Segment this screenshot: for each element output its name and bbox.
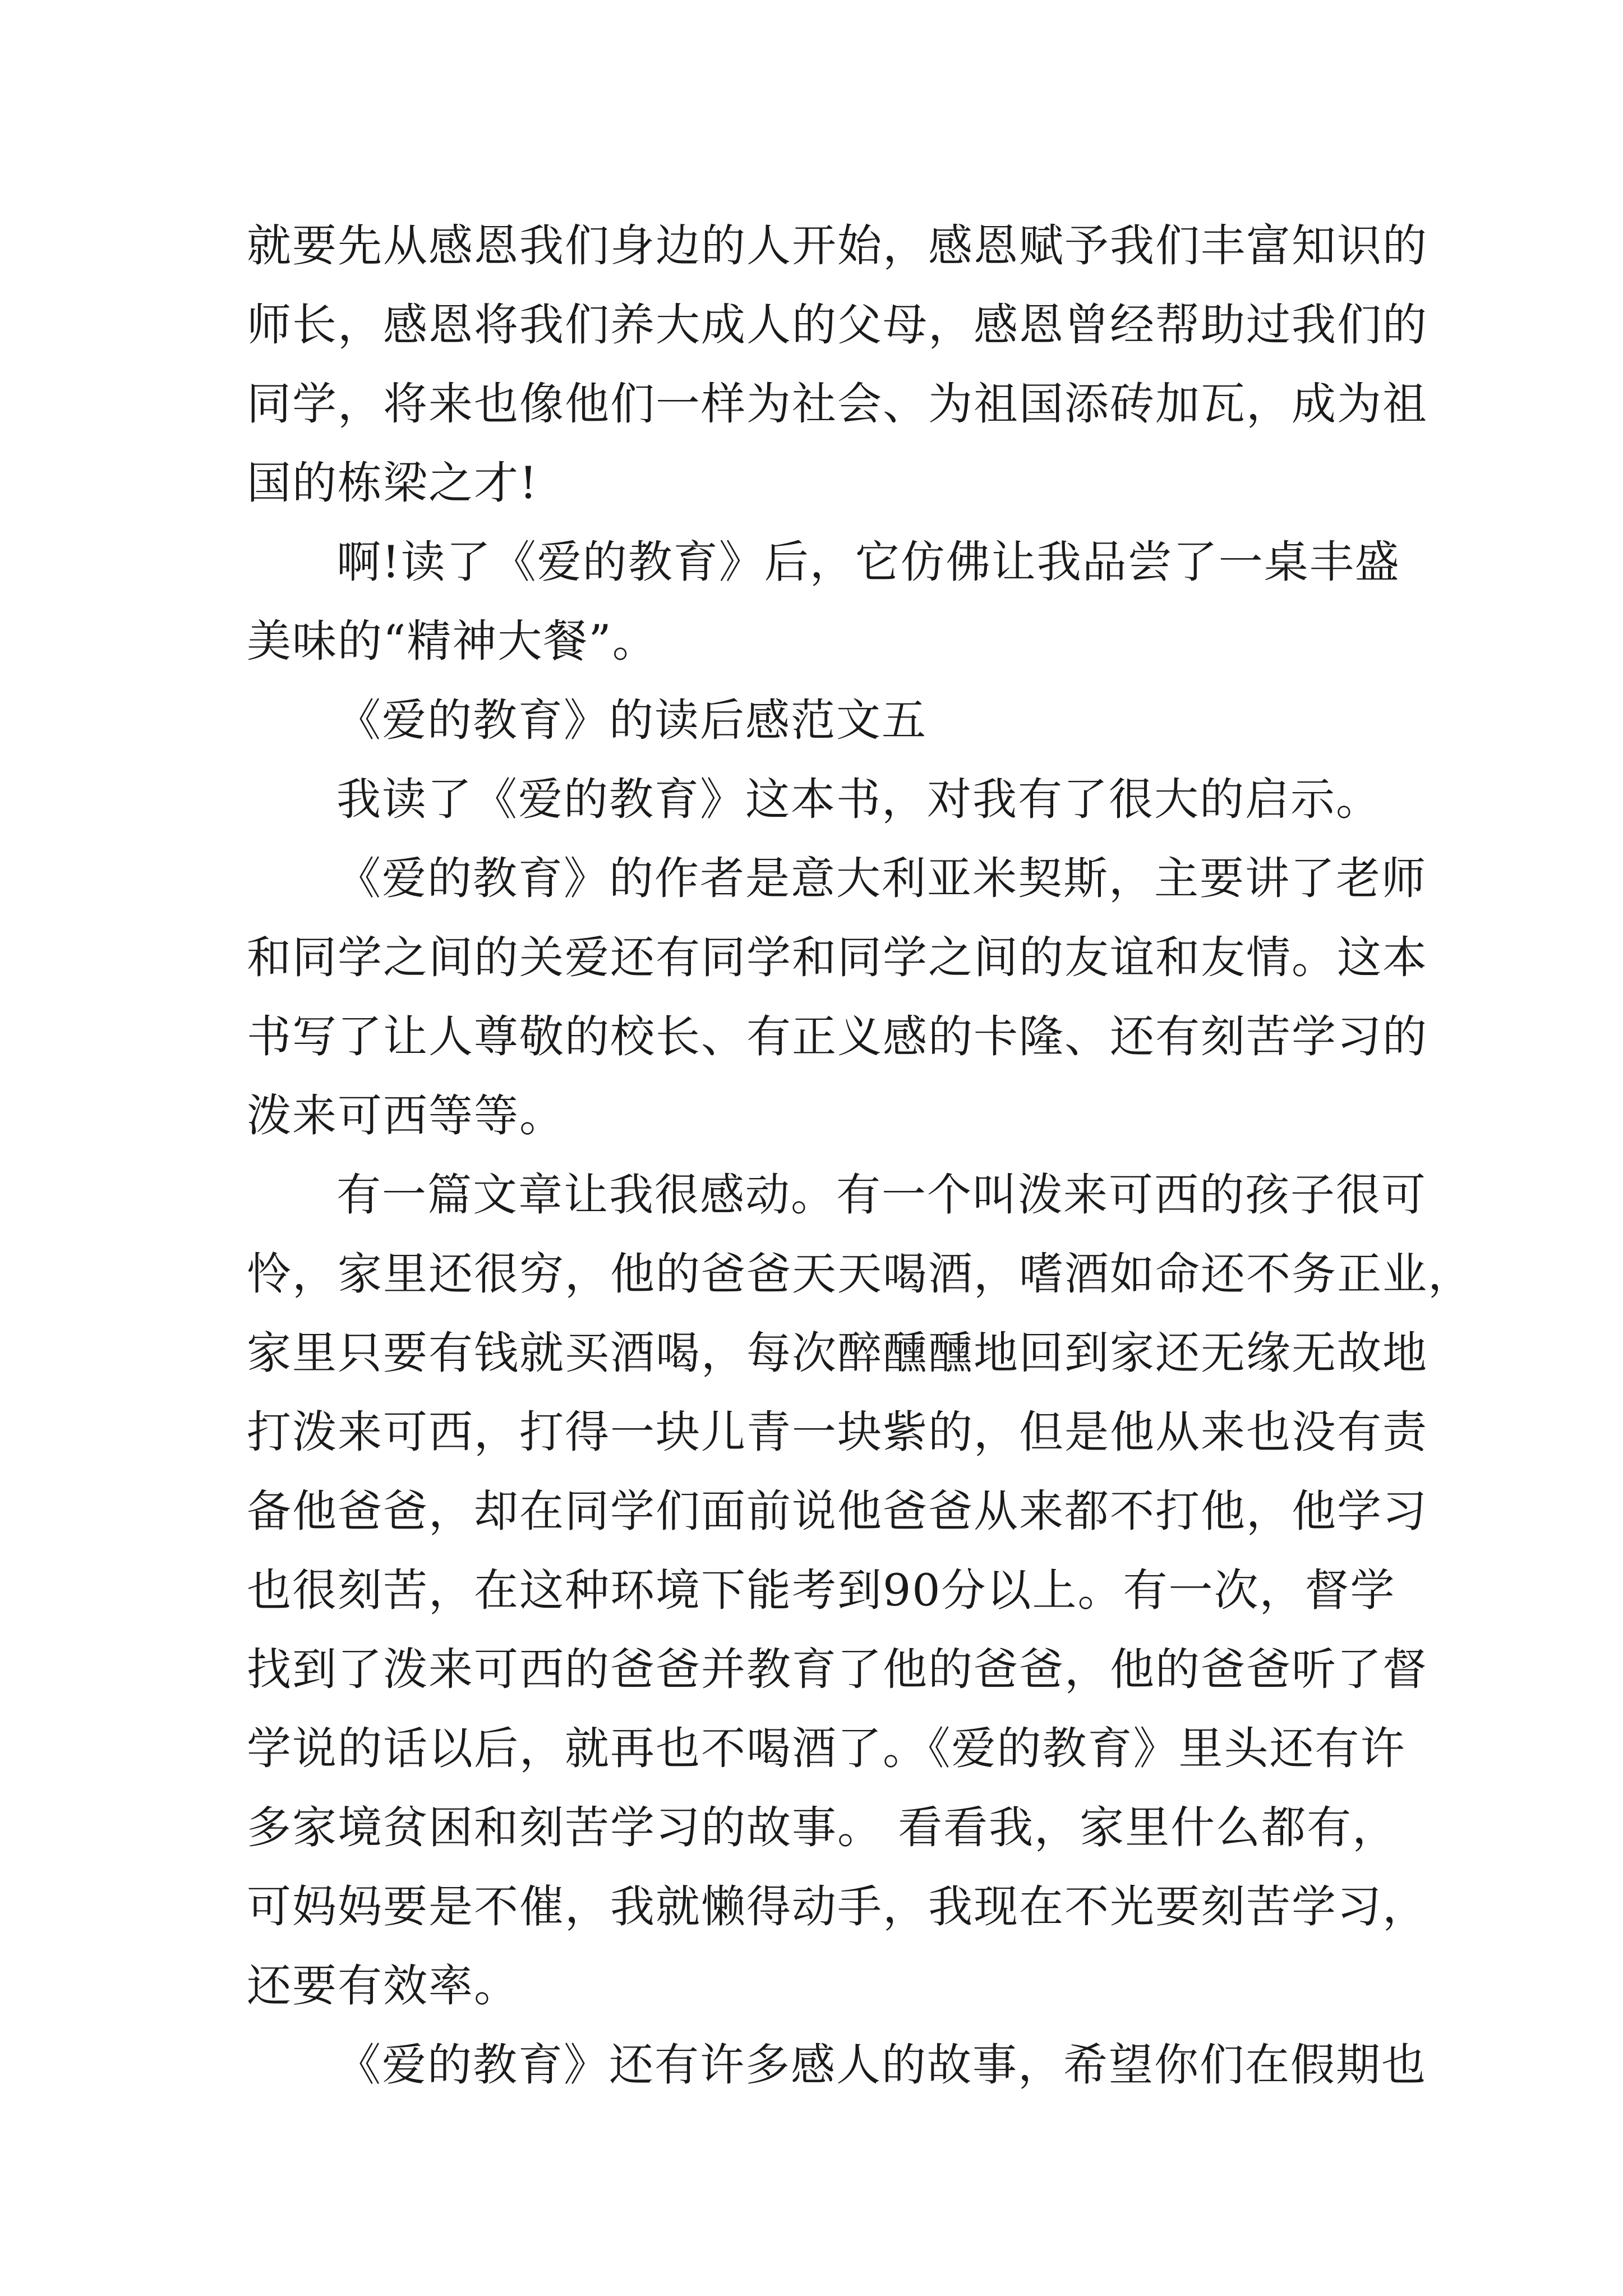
text-line: 就要先从感恩我们身边的人开始，感恩赋予我们丰富知识的 — [247, 220, 1428, 272]
text-line: 打泼来可西，打得一块儿青一块紫的，但是他从来也没有责 — [247, 1406, 1428, 1458]
paragraph-start-line: 有一篇文章让我很感动。有一个叫泼来可西的孩子很可 — [336, 1169, 1427, 1221]
text-line: 可妈妈要是不催，我就懒得动手，我现在不光要刻苦学习， — [247, 1881, 1428, 1932]
text-line: 怜，家里还很穷，他的爸爸天天喝酒，嗜酒如命还不务正业， — [247, 1248, 1473, 1300]
text-line: 美味的“精神大餐”。 — [247, 615, 658, 667]
text-line: 还要有效率。 — [247, 1960, 519, 2012]
text-line: 书写了让人尊敬的校长、有正义感的卡隆、还有刻苦学习的 — [247, 1011, 1428, 1062]
text-line: 备他爸爸，却在同学们面前说他爸爸从来都不打他，他学习 — [247, 1485, 1428, 1537]
text-line: 家里只要有钱就买酒喝，每次醉醺醺地回到家还无缘无故地 — [247, 1327, 1428, 1379]
text-line: 师长，感恩将我们养大成人的父母，感恩曾经帮助过我们的 — [247, 299, 1428, 351]
paragraph-start-line: 啊!读了《爱的教育》后，它仿佛让我品尝了一桌丰盛 — [336, 536, 1400, 588]
text-line: 多家境贫困和刻苦学习的故事。 看看我，家里什么都有， — [247, 1802, 1398, 1853]
text-line: 泼来可西等等。 — [247, 1090, 565, 1142]
section-heading: 《爱的教育》的读后感范文五 — [336, 694, 927, 746]
paragraph-start-line: 我读了《爱的教育》这本书，对我有了很大的启示。 — [336, 774, 1381, 825]
text-line: 学说的话以后，就再也不喝酒了。《爱的教育》里头还有许 — [247, 1723, 1406, 1774]
text-line: 和同学之间的关爱还有同学和同学之间的友谊和友情。这本 — [247, 932, 1428, 983]
paragraph-start-line: 《爱的教育》还有许多感人的故事，希望你们在假期也 — [336, 2039, 1427, 2091]
paragraph-start-line: 《爱的教育》的作者是意大利亚米契斯，主要讲了老师 — [336, 853, 1427, 904]
text-line: 找到了泼来可西的爸爸并教育了他的爸爸，他的爸爸听了督 — [247, 1644, 1428, 1695]
document-body — [247, 206, 1473, 2105]
text-line: 也很刻苦，在这种环境下能考到90分以上。有一次，督学 — [247, 1565, 1396, 1616]
text-line: 同学，将来也像他们一样为社会、为祖国添砖加瓦，成为祖 — [247, 378, 1428, 430]
text-line: 国的栋梁之才! — [247, 457, 538, 509]
